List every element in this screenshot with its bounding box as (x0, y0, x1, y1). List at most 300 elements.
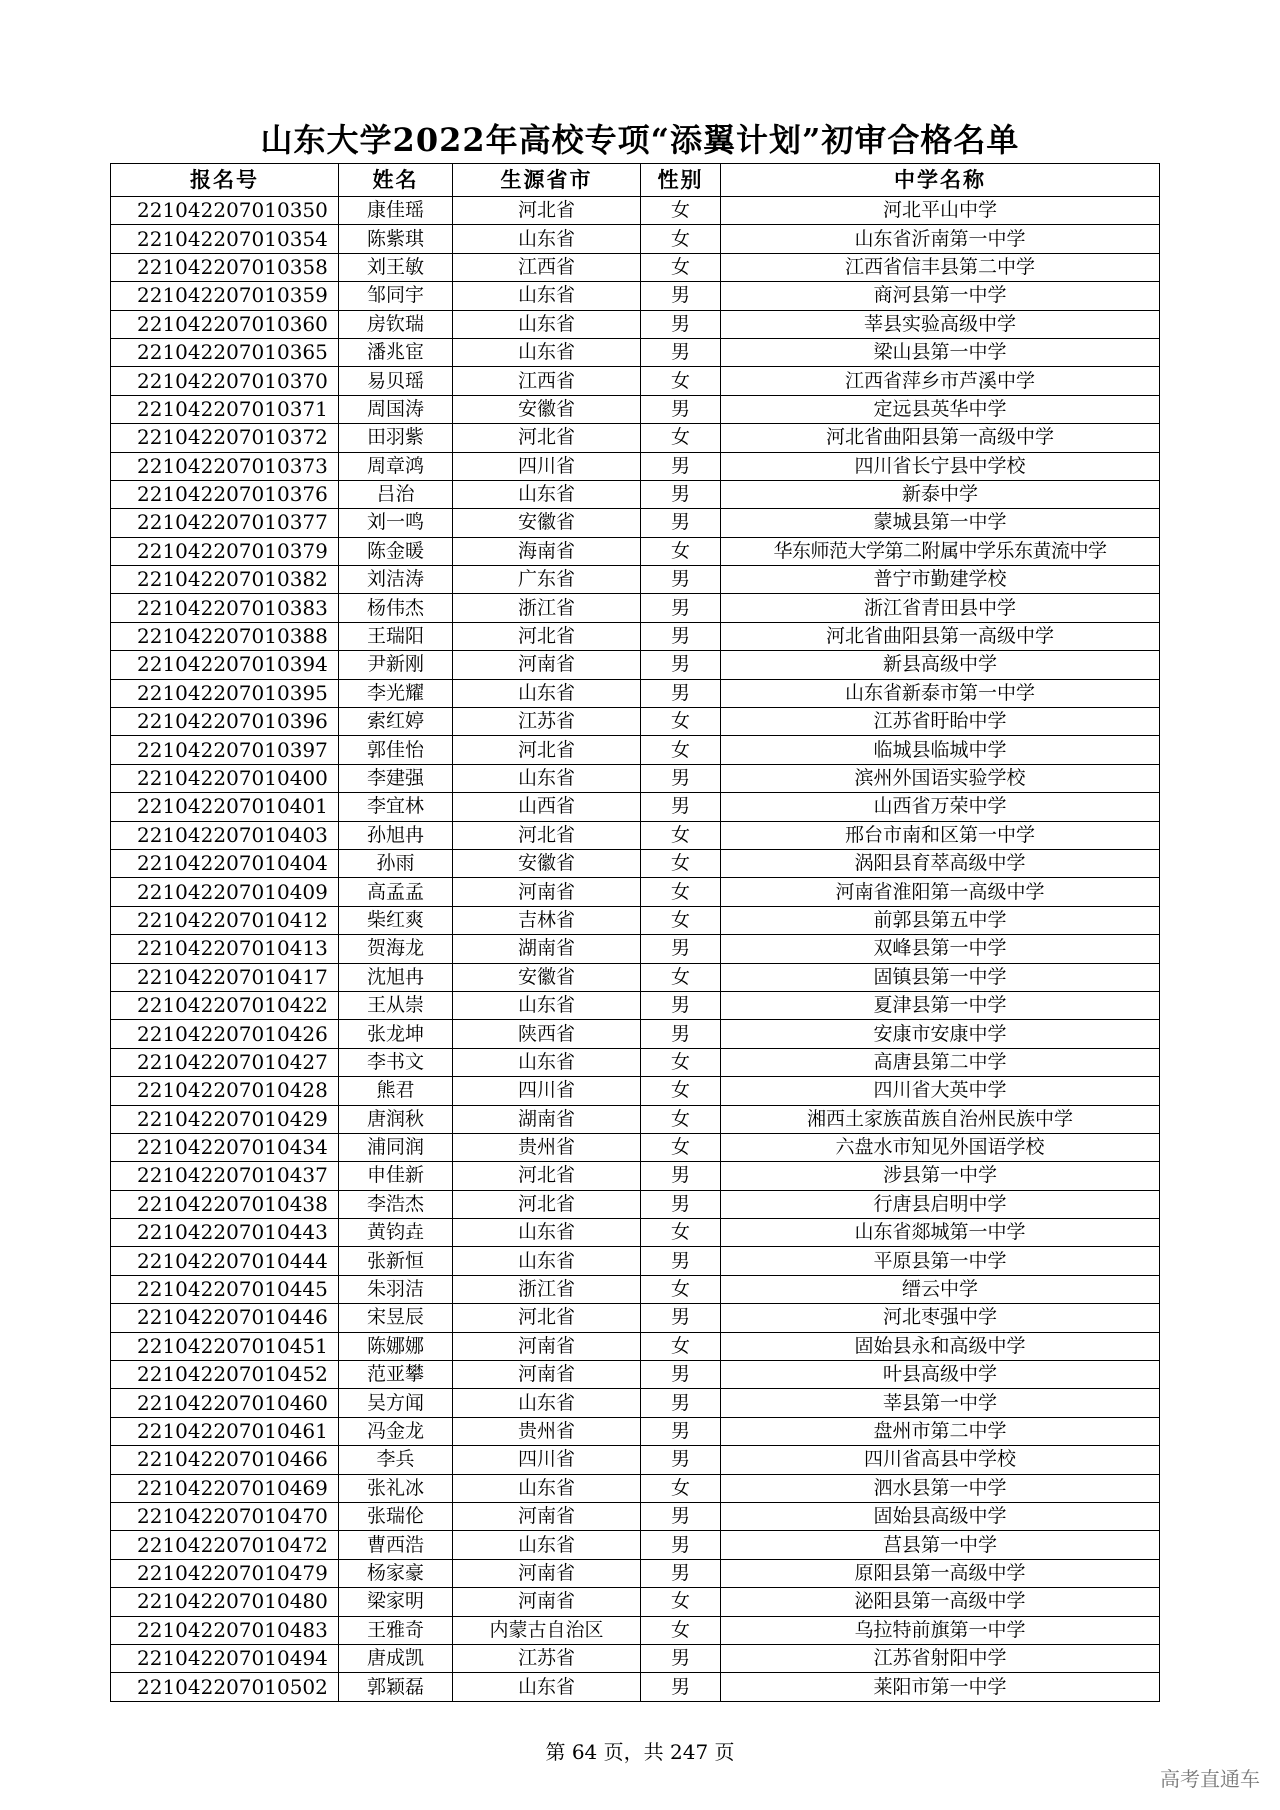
registration-number-cell: 221042207010470 (111, 1502, 339, 1530)
province-cell: 河北省 (453, 1162, 641, 1190)
table-row (111, 1474, 1160, 1502)
gender-cell: 男 (641, 991, 721, 1019)
name-cell: 李浩杰 (339, 1190, 453, 1218)
gender-cell: 男 (641, 338, 721, 366)
province-cell: 江西省 (453, 367, 641, 395)
school-cell: 山东省沂南第一中学 (721, 225, 1160, 253)
name-cell: 王瑞阳 (339, 622, 453, 650)
name-cell: 唐润秋 (339, 1105, 453, 1133)
table-row (111, 878, 1160, 906)
province-cell: 山东省 (453, 1247, 641, 1275)
province-cell: 河北省 (453, 424, 641, 452)
table-row (111, 793, 1160, 821)
province-cell: 四川省 (453, 452, 641, 480)
school-cell: 华东师范大学第二附属中学乐东黄流中学 (721, 537, 1160, 565)
name-cell: 吕治 (339, 480, 453, 508)
table-row (111, 1247, 1160, 1275)
name-cell: 张龙坤 (339, 1020, 453, 1048)
name-cell: 田羽紫 (339, 424, 453, 452)
gender-cell: 女 (641, 906, 721, 934)
school-cell: 行唐县启明中学 (721, 1190, 1160, 1218)
gender-cell: 男 (641, 1361, 721, 1389)
province-cell: 河南省 (453, 1332, 641, 1360)
province-cell: 河南省 (453, 1559, 641, 1587)
roster-body (111, 197, 1160, 1702)
province-cell: 陕西省 (453, 1020, 641, 1048)
gender-cell: 女 (641, 1474, 721, 1502)
registration-number-cell: 221042207010379 (111, 537, 339, 565)
name-cell: 周国涛 (339, 395, 453, 423)
table-row (111, 1588, 1160, 1616)
school-cell: 临城县临城中学 (721, 736, 1160, 764)
school-cell: 山西省万荣中学 (721, 793, 1160, 821)
name-cell: 高孟孟 (339, 878, 453, 906)
school-cell: 莒县第一中学 (721, 1531, 1160, 1559)
province-cell: 河北省 (453, 1304, 641, 1332)
name-cell: 曹西浩 (339, 1531, 453, 1559)
name-cell: 杨家豪 (339, 1559, 453, 1587)
school-cell: 夏津县第一中学 (721, 991, 1160, 1019)
school-cell: 涉县第一中学 (721, 1162, 1160, 1190)
gender-cell: 女 (641, 1077, 721, 1105)
gender-cell: 男 (641, 310, 721, 338)
province-cell: 广东省 (453, 566, 641, 594)
gender-cell: 女 (641, 197, 721, 225)
registration-number-cell: 221042207010350 (111, 197, 339, 225)
table-row (111, 1190, 1160, 1218)
registration-number-cell: 221042207010466 (111, 1446, 339, 1474)
table-row (111, 1417, 1160, 1445)
registration-number-cell: 221042207010434 (111, 1133, 339, 1161)
province-cell: 吉林省 (453, 906, 641, 934)
gender-cell: 男 (641, 1559, 721, 1587)
table-row (111, 1275, 1160, 1303)
name-cell: 杨伟杰 (339, 594, 453, 622)
table-row (111, 1616, 1160, 1644)
school-cell: 商河县第一中学 (721, 282, 1160, 310)
gender-cell: 男 (641, 509, 721, 537)
province-cell: 山东省 (453, 225, 641, 253)
school-cell: 滨州外国语实验学校 (721, 764, 1160, 792)
province-cell: 安徽省 (453, 849, 641, 877)
province-cell: 河北省 (453, 736, 641, 764)
table-row (111, 537, 1160, 565)
roster-table (110, 163, 1160, 1702)
school-cell: 高唐县第二中学 (721, 1048, 1160, 1076)
column-header-province: 生源省市 (453, 164, 641, 197)
table-row (111, 1219, 1160, 1247)
registration-number-cell: 221042207010396 (111, 708, 339, 736)
gender-cell: 女 (641, 849, 721, 877)
table-row (111, 963, 1160, 991)
name-cell: 王雅奇 (339, 1616, 453, 1644)
name-cell: 陈紫琪 (339, 225, 453, 253)
name-cell: 刘一鸣 (339, 509, 453, 537)
gender-cell: 男 (641, 1190, 721, 1218)
table-row (111, 1304, 1160, 1332)
school-cell: 莱阳市第一中学 (721, 1673, 1160, 1701)
name-cell: 索红婷 (339, 708, 453, 736)
name-cell: 房钦瑞 (339, 310, 453, 338)
gender-cell: 男 (641, 679, 721, 707)
gender-cell: 女 (641, 963, 721, 991)
table-row (111, 253, 1160, 281)
registration-number-cell: 221042207010479 (111, 1559, 339, 1587)
school-cell: 梁山县第一中学 (721, 338, 1160, 366)
name-cell: 冯金龙 (339, 1417, 453, 1445)
table-row (111, 1644, 1160, 1672)
school-cell: 六盘水市知见外国语学校 (721, 1133, 1160, 1161)
registration-number-cell: 221042207010370 (111, 367, 339, 395)
school-cell: 固始县永和高级中学 (721, 1332, 1160, 1360)
gender-cell: 女 (641, 1133, 721, 1161)
name-cell: 周章鸿 (339, 452, 453, 480)
registration-number-cell: 221042207010427 (111, 1048, 339, 1076)
registration-number-cell: 221042207010426 (111, 1020, 339, 1048)
gender-cell: 男 (641, 622, 721, 650)
school-cell: 湘西土家族苗族自治州民族中学 (721, 1105, 1160, 1133)
registration-number-cell: 221042207010371 (111, 395, 339, 423)
province-cell: 河南省 (453, 878, 641, 906)
registration-number-cell: 221042207010443 (111, 1219, 339, 1247)
registration-number-cell: 221042207010437 (111, 1162, 339, 1190)
name-cell: 范亚攀 (339, 1361, 453, 1389)
gender-cell: 女 (641, 878, 721, 906)
province-cell: 四川省 (453, 1077, 641, 1105)
table-row (111, 566, 1160, 594)
registration-number-cell: 221042207010429 (111, 1105, 339, 1133)
name-cell: 康佳瑶 (339, 197, 453, 225)
name-cell: 贺海龙 (339, 935, 453, 963)
table-row (111, 935, 1160, 963)
registration-number-cell: 221042207010452 (111, 1361, 339, 1389)
name-cell: 李书文 (339, 1048, 453, 1076)
table-row (111, 1162, 1160, 1190)
name-cell: 黄钧垚 (339, 1219, 453, 1247)
table-row (111, 849, 1160, 877)
registration-number-cell: 221042207010401 (111, 793, 339, 821)
table-row (111, 1389, 1160, 1417)
registration-number-cell: 221042207010365 (111, 338, 339, 366)
registration-number-cell: 221042207010444 (111, 1247, 339, 1275)
province-cell: 河北省 (453, 197, 641, 225)
school-cell: 河北平山中学 (721, 197, 1160, 225)
name-cell: 张礼冰 (339, 1474, 453, 1502)
table-row (111, 1133, 1160, 1161)
province-cell: 河北省 (453, 821, 641, 849)
registration-number-cell: 221042207010502 (111, 1673, 339, 1701)
name-cell: 邹同宇 (339, 282, 453, 310)
registration-number-cell: 221042207010483 (111, 1616, 339, 1644)
gender-cell: 男 (641, 1304, 721, 1332)
registration-number-cell: 221042207010413 (111, 935, 339, 963)
school-cell: 山东省新泰市第一中学 (721, 679, 1160, 707)
name-cell: 郭佳怡 (339, 736, 453, 764)
column-header-school: 中学名称 (721, 164, 1160, 197)
gender-cell: 男 (641, 764, 721, 792)
province-cell: 山东省 (453, 310, 641, 338)
province-cell: 贵州省 (453, 1417, 641, 1445)
registration-number-cell: 221042207010451 (111, 1332, 339, 1360)
registration-number-cell: 221042207010394 (111, 651, 339, 679)
registration-number-cell: 221042207010360 (111, 310, 339, 338)
province-cell: 安徽省 (453, 395, 641, 423)
table-row (111, 764, 1160, 792)
gender-cell: 女 (641, 736, 721, 764)
table-row (111, 225, 1160, 253)
gender-cell: 女 (641, 708, 721, 736)
province-cell: 河北省 (453, 622, 641, 650)
gender-cell: 女 (641, 253, 721, 281)
province-cell: 山东省 (453, 1389, 641, 1417)
registration-number-cell: 221042207010438 (111, 1190, 339, 1218)
table-row (111, 906, 1160, 934)
registration-number-cell: 221042207010472 (111, 1531, 339, 1559)
province-cell: 海南省 (453, 537, 641, 565)
province-cell: 山东省 (453, 1673, 641, 1701)
school-cell: 河南省淮阳第一高级中学 (721, 878, 1160, 906)
table-row (111, 367, 1160, 395)
school-cell: 邢台市南和区第一中学 (721, 821, 1160, 849)
gender-cell: 男 (641, 935, 721, 963)
school-cell: 平原县第一中学 (721, 1247, 1160, 1275)
registration-number-cell: 221042207010494 (111, 1644, 339, 1672)
gender-cell: 男 (641, 480, 721, 508)
gender-cell: 女 (641, 1275, 721, 1303)
school-cell: 四川省高县中学校 (721, 1446, 1160, 1474)
gender-cell: 男 (641, 282, 721, 310)
school-cell: 新县高级中学 (721, 651, 1160, 679)
gender-cell: 女 (641, 424, 721, 452)
name-cell: 孙雨 (339, 849, 453, 877)
gender-cell: 男 (641, 1673, 721, 1701)
page-number-footer: 第 64 页，共 247 页 (545, 1740, 735, 1764)
name-cell: 唐成凯 (339, 1644, 453, 1672)
name-cell: 吴方闻 (339, 1389, 453, 1417)
table-row (111, 1673, 1160, 1701)
gender-cell: 女 (641, 537, 721, 565)
gender-cell: 男 (641, 1502, 721, 1530)
province-cell: 安徽省 (453, 509, 641, 537)
name-cell: 刘王敏 (339, 253, 453, 281)
school-cell: 江西省萍乡市芦溪中学 (721, 367, 1160, 395)
gender-cell: 男 (641, 594, 721, 622)
registration-number-cell: 221042207010412 (111, 906, 339, 934)
school-cell: 固始县高级中学 (721, 1502, 1160, 1530)
name-cell: 李兵 (339, 1446, 453, 1474)
table-row (111, 1077, 1160, 1105)
school-cell: 盘州市第二中学 (721, 1417, 1160, 1445)
province-cell: 浙江省 (453, 1275, 641, 1303)
table-row (111, 310, 1160, 338)
province-cell: 河南省 (453, 1588, 641, 1616)
table-row (111, 338, 1160, 366)
school-cell: 新泰中学 (721, 480, 1160, 508)
table-row (111, 197, 1160, 225)
province-cell: 山东省 (453, 1048, 641, 1076)
province-cell: 安徽省 (453, 963, 641, 991)
school-cell: 涡阳县育萃高级中学 (721, 849, 1160, 877)
school-cell: 莘县第一中学 (721, 1389, 1160, 1417)
gender-cell: 男 (641, 1446, 721, 1474)
province-cell: 贵州省 (453, 1133, 641, 1161)
name-cell: 潘兆宦 (339, 338, 453, 366)
gender-cell: 男 (641, 452, 721, 480)
name-cell: 申佳新 (339, 1162, 453, 1190)
name-cell: 尹新刚 (339, 651, 453, 679)
gender-cell: 女 (641, 1588, 721, 1616)
school-cell: 安康市安康中学 (721, 1020, 1160, 1048)
registration-number-cell: 221042207010417 (111, 963, 339, 991)
table-row (111, 1361, 1160, 1389)
registration-number-cell: 221042207010409 (111, 878, 339, 906)
name-cell: 张瑞伦 (339, 1502, 453, 1530)
school-cell: 四川省长宁县中学校 (721, 452, 1160, 480)
registration-number-cell: 221042207010480 (111, 1588, 339, 1616)
name-cell: 熊君 (339, 1077, 453, 1105)
province-cell: 浙江省 (453, 594, 641, 622)
gender-cell: 男 (641, 566, 721, 594)
province-cell: 山东省 (453, 338, 641, 366)
table-row (111, 1531, 1160, 1559)
registration-number-cell: 221042207010397 (111, 736, 339, 764)
school-cell: 定远县英华中学 (721, 395, 1160, 423)
table-row (111, 395, 1160, 423)
registration-number-cell: 221042207010446 (111, 1304, 339, 1332)
gender-cell: 男 (641, 651, 721, 679)
registration-number-cell: 221042207010382 (111, 566, 339, 594)
registration-number-cell: 221042207010372 (111, 424, 339, 452)
table-row (111, 736, 1160, 764)
school-cell: 河北省曲阳县第一高级中学 (721, 622, 1160, 650)
school-cell: 普宁市勤建学校 (721, 566, 1160, 594)
name-cell: 陈娜娜 (339, 1332, 453, 1360)
gender-cell: 男 (641, 395, 721, 423)
province-cell: 河南省 (453, 1502, 641, 1530)
school-cell: 江苏省射阳中学 (721, 1644, 1160, 1672)
province-cell: 山东省 (453, 1531, 641, 1559)
table-header-row (111, 164, 1160, 197)
province-cell: 河北省 (453, 1190, 641, 1218)
name-cell: 李宜林 (339, 793, 453, 821)
gender-cell: 女 (641, 1616, 721, 1644)
school-cell: 原阳县第一高级中学 (721, 1559, 1160, 1587)
table-row (111, 424, 1160, 452)
school-cell: 莘县实验高级中学 (721, 310, 1160, 338)
name-cell: 朱羽洁 (339, 1275, 453, 1303)
registration-number-cell: 221042207010403 (111, 821, 339, 849)
registration-number-cell: 221042207010377 (111, 509, 339, 537)
province-cell: 山东省 (453, 282, 641, 310)
table-row (111, 679, 1160, 707)
gender-cell: 女 (641, 1332, 721, 1360)
name-cell: 易贝瑶 (339, 367, 453, 395)
watermark-logo-text: 高考直通车 (1160, 1767, 1260, 1791)
registration-number-cell: 221042207010460 (111, 1389, 339, 1417)
gender-cell: 女 (641, 1048, 721, 1076)
school-cell: 山东省郯城第一中学 (721, 1219, 1160, 1247)
table-row (111, 651, 1160, 679)
school-cell: 缙云中学 (721, 1275, 1160, 1303)
gender-cell: 女 (641, 1219, 721, 1247)
school-cell: 河北枣强中学 (721, 1304, 1160, 1332)
school-cell: 前郭县第五中学 (721, 906, 1160, 934)
table-row (111, 708, 1160, 736)
registration-number-cell: 221042207010354 (111, 225, 339, 253)
table-row (111, 1020, 1160, 1048)
table-row (111, 1446, 1160, 1474)
name-cell: 孙旭冉 (339, 821, 453, 849)
column-header-name: 姓名 (339, 164, 453, 197)
registration-number-cell: 221042207010445 (111, 1275, 339, 1303)
province-cell: 江西省 (453, 253, 641, 281)
registration-number-cell: 221042207010395 (111, 679, 339, 707)
province-cell: 山东省 (453, 1474, 641, 1502)
registration-number-cell: 221042207010404 (111, 849, 339, 877)
registration-number-cell: 221042207010400 (111, 764, 339, 792)
province-cell: 山东省 (453, 764, 641, 792)
school-cell: 浙江省青田县中学 (721, 594, 1160, 622)
school-cell: 乌拉特前旗第一中学 (721, 1616, 1160, 1644)
table-row (111, 1502, 1160, 1530)
school-cell: 江西省信丰县第二中学 (721, 253, 1160, 281)
school-cell: 四川省大英中学 (721, 1077, 1160, 1105)
gender-cell: 男 (641, 1531, 721, 1559)
registration-number-cell: 221042207010428 (111, 1077, 339, 1105)
province-cell: 江苏省 (453, 1644, 641, 1672)
province-cell: 山东省 (453, 480, 641, 508)
name-cell: 张新恒 (339, 1247, 453, 1275)
name-cell: 柴红爽 (339, 906, 453, 934)
school-cell: 江苏省盱眙中学 (721, 708, 1160, 736)
school-cell: 蒙城县第一中学 (721, 509, 1160, 537)
table-row (111, 1048, 1160, 1076)
table-row (111, 594, 1160, 622)
name-cell: 刘洁涛 (339, 566, 453, 594)
registration-number-cell: 221042207010388 (111, 622, 339, 650)
school-cell: 泌阳县第一高级中学 (721, 1588, 1160, 1616)
gender-cell: 男 (641, 1644, 721, 1672)
registration-number-cell: 221042207010383 (111, 594, 339, 622)
school-cell: 河北省曲阳县第一高级中学 (721, 424, 1160, 452)
registration-number-cell: 221042207010373 (111, 452, 339, 480)
registration-number-cell: 221042207010469 (111, 1474, 339, 1502)
table-row (111, 1105, 1160, 1133)
gender-cell: 男 (641, 793, 721, 821)
province-cell: 湖南省 (453, 935, 641, 963)
school-cell: 双峰县第一中学 (721, 935, 1160, 963)
column-header-registration-number: 报名号 (111, 164, 339, 197)
province-cell: 山东省 (453, 1219, 641, 1247)
province-cell: 内蒙古自治区 (453, 1616, 641, 1644)
province-cell: 山东省 (453, 991, 641, 1019)
table-row (111, 452, 1160, 480)
table-row (111, 991, 1160, 1019)
table-row (111, 622, 1160, 650)
province-cell: 山西省 (453, 793, 641, 821)
registration-number-cell: 221042207010461 (111, 1417, 339, 1445)
registration-number-cell: 221042207010376 (111, 480, 339, 508)
province-cell: 湖南省 (453, 1105, 641, 1133)
name-cell: 宋昱辰 (339, 1304, 453, 1332)
registration-number-cell: 221042207010422 (111, 991, 339, 1019)
province-cell: 河南省 (453, 1361, 641, 1389)
table-row (111, 282, 1160, 310)
gender-cell: 女 (641, 821, 721, 849)
gender-cell: 女 (641, 225, 721, 253)
name-cell: 沈旭冉 (339, 963, 453, 991)
table-row (111, 821, 1160, 849)
